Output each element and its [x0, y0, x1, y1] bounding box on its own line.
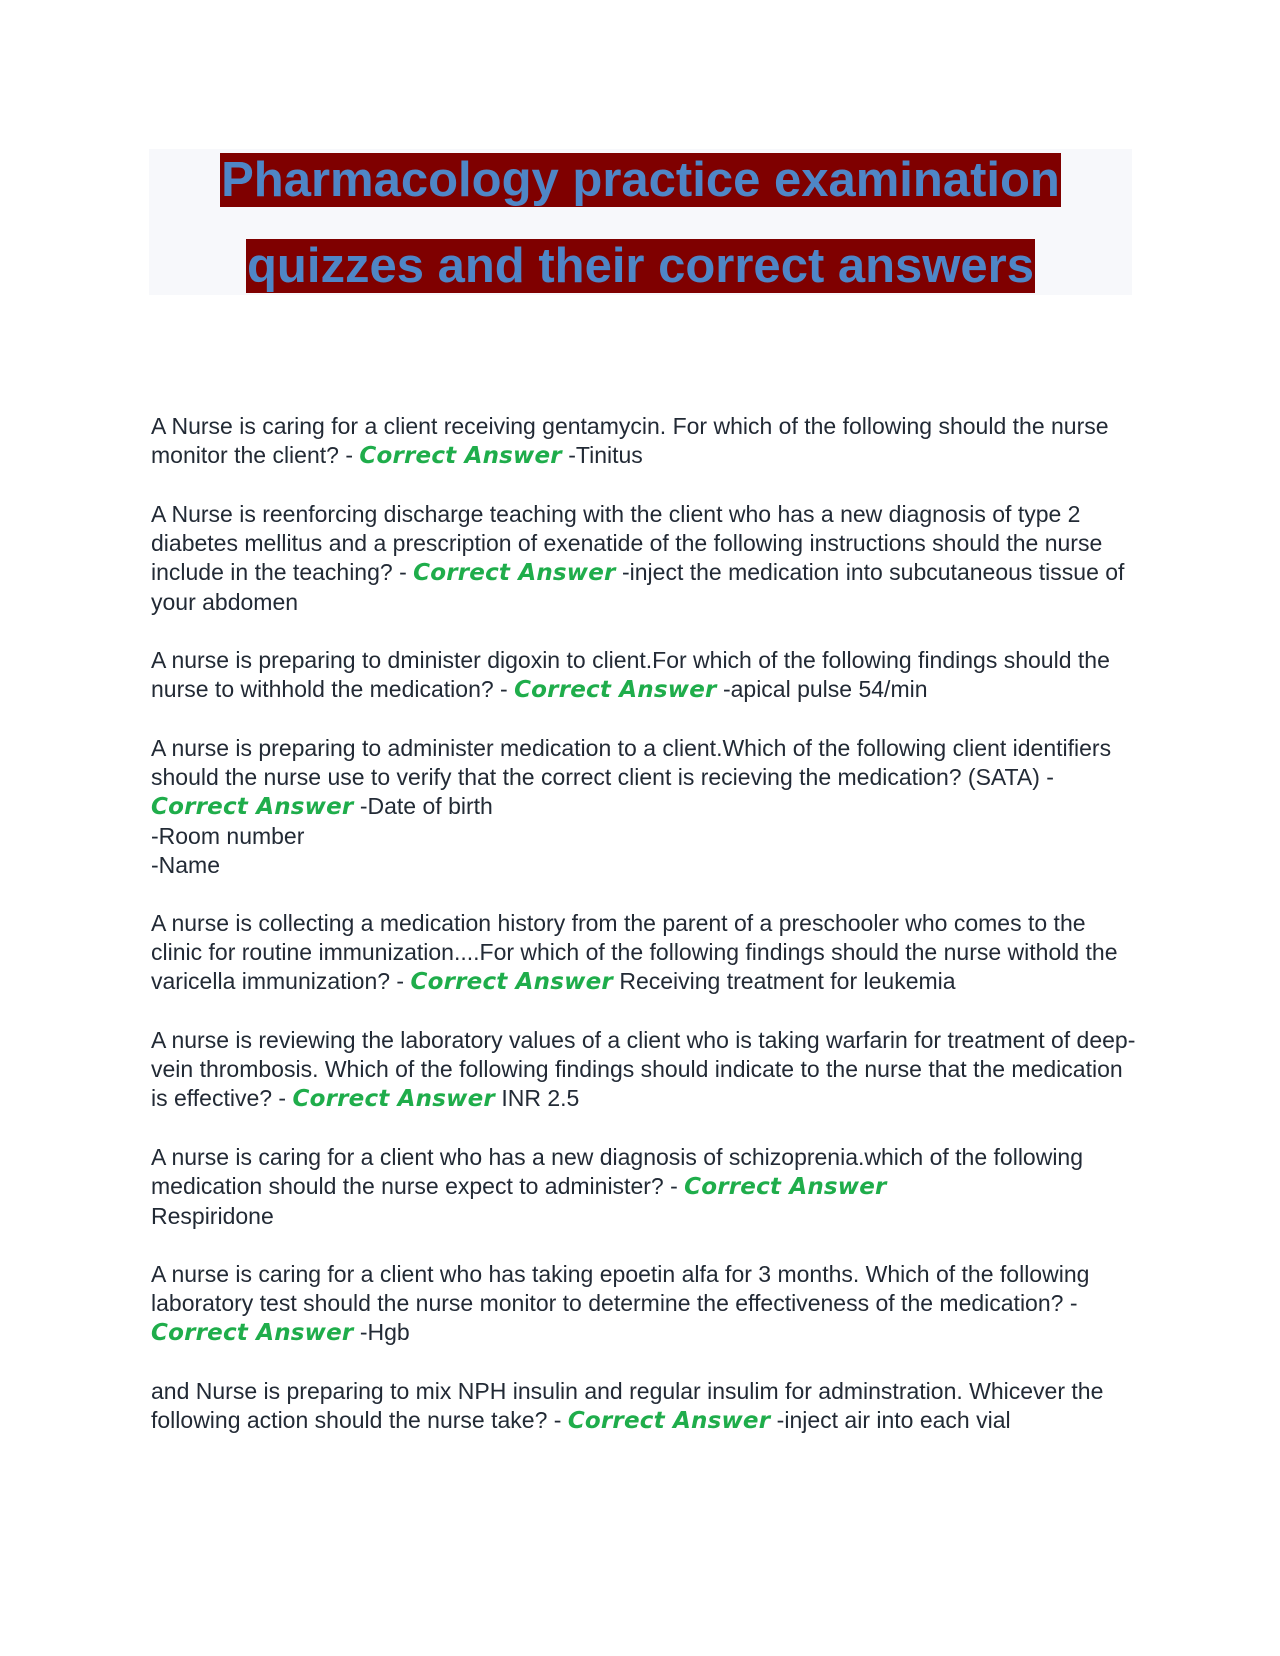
answer-text: Respiridone	[151, 1203, 274, 1229]
question-text: A nurse is caring for a client who has a new diagnosis of schizoprenia.which of the following medication should the nurse expect to administer? -	[151, 1144, 1084, 1199]
document-title-line-2	[149, 237, 1132, 295]
answer-text: -Tinitus	[561, 442, 643, 468]
answer-text: -inject air into each vial	[770, 1407, 1011, 1433]
question-text: A nurse is collecting a medication history from the parent of a preschooler who comes to the clinic for routine immunization....For which of the following findings should the nurse withold the varicella immunization? -	[151, 910, 1118, 994]
correct-answer-label: Correct Answer	[151, 1320, 354, 1346]
answer-text: -Date of birth -Room number -Name	[151, 793, 493, 878]
answer-text: -inject the medication into subcutaneous tissue of your abdomen	[151, 559, 1125, 615]
question-text: A Nurse is caring for a client receiving gentamycin. For which of the following should the nurse monitor the client? -	[151, 413, 1109, 468]
question-text: A nurse is caring for a client who has taking epoetin alfa for 3 months. Which of the following laboratory test should the nurse monitor to determine the effectiveness of the medication? -	[151, 1261, 1090, 1316]
question-text: A nurse is preparing to administer medication to a client.Which of the following client identifiers should the nurse use to verify that the correct client is recieving the medication? (SATA) -	[151, 735, 1112, 790]
answer-text: INR 2.5	[494, 1085, 580, 1111]
question-text: and Nurse is preparing to mix NPH insulin and regular insulim for adminstration. Whicever the following action should the nurse take? -	[151, 1378, 1104, 1433]
correct-answer-label: Correct Answer	[292, 1086, 495, 1112]
document-title-block	[149, 149, 1132, 295]
title-text-2: quizzes and their correct answers	[247, 239, 1034, 293]
document-title-line-1	[149, 151, 1132, 209]
correct-answer-label: Correct Answer	[413, 560, 616, 586]
title-text-1: Pharmacology practice examination	[221, 153, 1060, 207]
question-item	[151, 646, 1136, 705]
answer-text: -Hgb	[353, 1319, 410, 1345]
correct-answer-label: Correct Answer	[514, 677, 717, 703]
correct-answer-label: Correct Answer	[684, 1174, 887, 1200]
question-item	[151, 909, 1136, 997]
question-item	[151, 500, 1136, 617]
question-item	[151, 1026, 1136, 1114]
answer-text: -apical pulse 54/min	[716, 676, 928, 702]
correct-answer-label: Correct Answer	[410, 969, 613, 995]
question-text: A Nurse is reenforcing discharge teaching with the client who has a new diagnosis of type 2 diabetes mellitus and a prescription of exenatide of the following instructions should the nurse include in the teaching? -	[151, 501, 1103, 585]
answer-text: Receiving treatment for leukemia	[612, 968, 956, 994]
question-item	[151, 1143, 1136, 1231]
question-list	[151, 412, 1136, 1465]
question-text: A nurse is reviewing the laboratory values of a client who is taking warfarin for treatment of deep-vein thrombosis. Which of the following findings should indicate to the nurse that the medication is effective? -	[151, 1027, 1136, 1111]
question-item	[151, 1377, 1136, 1436]
correct-answer-label: Correct Answer	[567, 1408, 771, 1434]
question-item	[151, 734, 1136, 880]
question-text: A nurse is preparing to dminister digoxin to client.For which of the following findings should the nurse to withhold the medication? -	[151, 647, 1110, 702]
question-item	[151, 1260, 1136, 1348]
question-item	[151, 412, 1136, 471]
correct-answer-label: Correct Answer	[151, 794, 354, 820]
correct-answer-label: Correct Answer	[359, 443, 562, 469]
